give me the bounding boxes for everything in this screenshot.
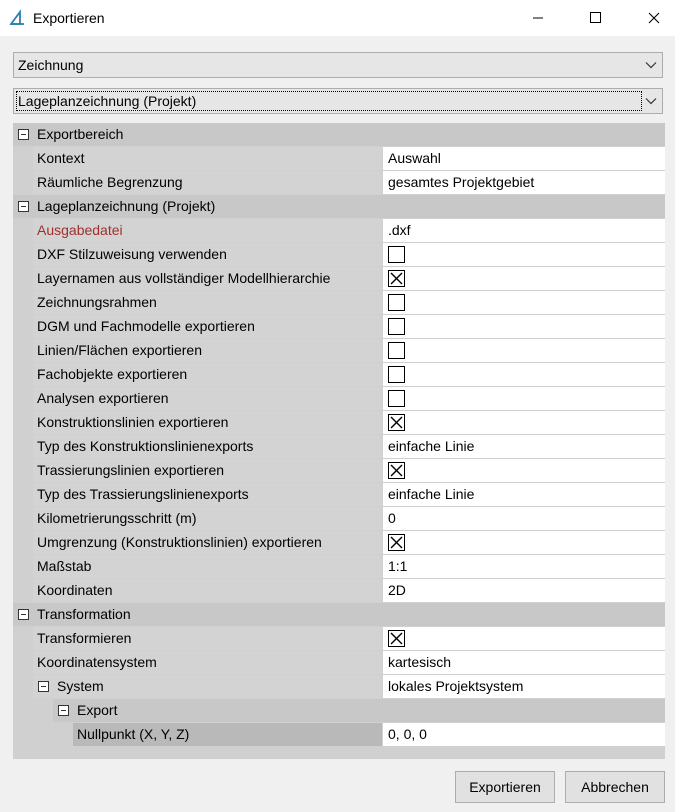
export-type-value: Zeichnung	[18, 57, 84, 73]
property-name: Zeichnungsrahmen	[37, 294, 157, 310]
property-name: Kilometrierungsschritt (m)	[37, 510, 197, 526]
title-bar	[0, 0, 675, 36]
property-name-cell	[33, 627, 382, 650]
minimize-button[interactable]	[515, 0, 561, 36]
maximize-icon	[590, 12, 602, 24]
property-name-cell	[33, 171, 382, 194]
indent-gutter	[13, 675, 33, 699]
property-value-cell[interactable]	[383, 579, 665, 602]
property-name: DGM und Fachmodelle exportieren	[37, 318, 255, 334]
property-grid	[13, 123, 665, 759]
property-name-cell	[33, 147, 382, 170]
property-row[interactable]	[13, 243, 665, 267]
checkbox-checked[interactable]	[388, 630, 405, 647]
exportbereich-label: Exportbereich	[37, 126, 124, 142]
property-value: 0	[388, 510, 396, 526]
collapse-icon[interactable]	[18, 129, 29, 140]
check-x-icon	[390, 632, 403, 645]
indent-gutter	[13, 579, 33, 603]
property-value-cell[interactable]	[383, 387, 665, 410]
property-name: Räumliche Begrenzung	[37, 174, 183, 190]
property-value: .dxf	[388, 222, 411, 238]
indent-gutter	[13, 267, 33, 291]
drawing-select[interactable]	[13, 88, 663, 114]
property-value: 2D	[388, 582, 406, 598]
property-row[interactable]	[13, 507, 665, 531]
property-row[interactable]	[13, 531, 665, 555]
property-name-cell	[33, 651, 382, 674]
chevron-down-icon	[644, 58, 658, 72]
property-row[interactable]	[13, 459, 665, 483]
property-name-cell	[33, 531, 382, 554]
property-name-cell	[33, 507, 382, 530]
export-header	[53, 699, 665, 722]
property-row[interactable]	[13, 411, 665, 435]
check-x-icon	[390, 464, 403, 477]
check-x-icon	[390, 536, 403, 549]
indent-gutter	[13, 171, 33, 195]
indent-gutter	[13, 651, 33, 675]
maximize-button[interactable]	[573, 0, 619, 36]
property-name-cell	[33, 411, 382, 434]
app-icon	[8, 9, 26, 27]
property-row[interactable]	[13, 267, 665, 291]
indent-gutter	[13, 411, 33, 435]
property-name: Ausgabedatei	[37, 222, 123, 238]
property-row[interactable]	[13, 291, 665, 315]
property-value-cell[interactable]	[383, 507, 665, 530]
property-name: Fachobjekte exportieren	[37, 366, 188, 382]
checkbox-unchecked[interactable]	[388, 318, 405, 335]
property-value-cell[interactable]	[383, 339, 665, 362]
property-value-cell[interactable]	[383, 219, 665, 242]
system-name-cell	[33, 675, 382, 698]
checkbox-checked[interactable]	[388, 462, 405, 479]
checkbox-unchecked[interactable]	[388, 342, 405, 359]
property-row[interactable]	[13, 339, 665, 363]
transformation-label: Transformation	[37, 606, 131, 622]
indent-gutter	[13, 627, 33, 651]
exportbereich-header	[13, 123, 665, 146]
property-value-cell[interactable]	[383, 483, 665, 506]
property-row[interactable]	[13, 219, 665, 243]
property-value-cell[interactable]	[383, 411, 665, 434]
export-button[interactable]: Exportieren	[455, 771, 555, 803]
property-value: 0, 0, 0	[388, 726, 427, 742]
indent-gutter	[13, 243, 33, 267]
close-button[interactable]	[631, 0, 675, 36]
property-name: Linien/Flächen exportieren	[37, 342, 202, 358]
property-value: gesamtes Projektgebiet	[388, 174, 535, 190]
property-value-cell[interactable]	[383, 315, 665, 338]
property-name: Typ des Konstruktionslinienexports	[37, 438, 254, 454]
lageplan-label: Lageplanzeichnung (Projekt)	[37, 198, 216, 214]
indent-gutter	[13, 459, 33, 483]
system-value-cell[interactable]	[383, 675, 665, 698]
system-value: lokales Projektsystem	[388, 678, 524, 694]
property-value-cell[interactable]	[383, 723, 665, 746]
system-row[interactable]	[13, 675, 665, 699]
property-name: Koordinatensystem	[37, 654, 157, 670]
indent-gutter	[13, 363, 33, 387]
property-name: Nullpunkt (X, Y, Z)	[77, 726, 190, 742]
drawing-value: Lageplanzeichnung (Projekt)	[18, 93, 197, 109]
export-type-select[interactable]	[13, 52, 663, 78]
transformation-category	[13, 603, 665, 627]
property-value-cell[interactable]	[383, 267, 665, 290]
property-name-cell	[33, 243, 382, 266]
property-row[interactable]	[13, 651, 665, 675]
indent-gutter	[13, 555, 33, 579]
lageplan-category	[13, 195, 665, 219]
property-name-cell	[33, 219, 382, 242]
property-value-cell[interactable]	[383, 627, 665, 650]
property-value-cell[interactable]	[383, 531, 665, 554]
property-row[interactable]	[13, 387, 665, 411]
property-name: Koordinaten	[37, 582, 113, 598]
property-name: Umgrenzung (Konstruktionslinien) exportieren	[37, 534, 322, 550]
property-name-cell	[33, 339, 382, 362]
property-name: Kontext	[37, 150, 85, 166]
property-name-cell	[33, 435, 382, 458]
property-row[interactable]	[13, 555, 665, 579]
indent-gutter	[13, 483, 33, 507]
property-value: einfache Linie	[388, 438, 475, 454]
collapse-icon[interactable]	[38, 681, 49, 692]
property-value: 1:1	[388, 558, 408, 574]
property-name-cell	[33, 363, 382, 386]
checkbox-unchecked[interactable]	[388, 294, 405, 311]
property-name: Maßstab	[37, 558, 92, 574]
system-label: System	[57, 678, 104, 694]
minimize-icon	[532, 12, 544, 24]
check-x-icon	[390, 416, 403, 429]
property-value-cell[interactable]	[383, 459, 665, 482]
property-value-cell[interactable]	[383, 555, 665, 578]
property-row[interactable]	[13, 483, 665, 507]
close-icon	[648, 12, 660, 24]
property-value: kartesisch	[388, 654, 452, 670]
indent-gutter	[13, 339, 33, 363]
property-name: Analysen exportieren	[37, 390, 169, 406]
indent-gutter	[13, 531, 33, 555]
property-name-cell	[33, 483, 382, 506]
property-value: Auswahl	[388, 150, 441, 166]
property-name-cell	[73, 723, 382, 746]
property-value-cell[interactable]	[383, 435, 665, 458]
property-name-cell	[33, 315, 382, 338]
property-value-cell[interactable]	[383, 171, 665, 194]
chevron-down-icon	[644, 94, 658, 108]
property-value-cell[interactable]	[383, 363, 665, 386]
property-row[interactable]	[13, 147, 665, 171]
property-name: Trassierungslinien exportieren	[37, 462, 225, 478]
checkbox-checked[interactable]	[388, 270, 405, 287]
indent-gutter	[13, 435, 33, 459]
property-name: Konstruktionslinien exportieren	[37, 414, 229, 430]
property-row[interactable]	[13, 579, 665, 603]
property-name: Transformieren	[37, 630, 132, 646]
property-name: DXF Stilzuweisung verwenden	[37, 246, 227, 262]
indent-gutter	[13, 723, 73, 747]
property-name-cell	[33, 579, 382, 602]
property-name-cell	[33, 291, 382, 314]
checkbox-checked[interactable]	[388, 414, 405, 431]
collapse-icon[interactable]	[18, 201, 29, 212]
property-name-cell	[33, 459, 382, 482]
indent-gutter	[13, 315, 33, 339]
property-row[interactable]	[13, 363, 665, 387]
indent-gutter	[13, 147, 33, 171]
cancel-button[interactable]: Abbrechen	[565, 771, 665, 803]
checkbox-unchecked[interactable]	[388, 390, 405, 407]
property-name-cell	[33, 267, 382, 290]
indent-gutter	[13, 699, 53, 723]
property-value-cell[interactable]	[383, 651, 665, 674]
property-name-cell	[33, 555, 382, 578]
export-category	[13, 699, 665, 723]
property-row[interactable]	[13, 315, 665, 339]
collapse-icon[interactable]	[58, 705, 69, 716]
window-title: Exportieren	[33, 10, 105, 26]
indent-gutter	[13, 387, 33, 411]
checkbox-unchecked[interactable]	[388, 366, 405, 383]
indent-gutter	[13, 291, 33, 315]
check-x-icon	[390, 272, 403, 285]
property-row[interactable]	[13, 171, 665, 195]
property-name: Typ des Trassierungslinienexports	[37, 486, 249, 502]
property-row[interactable]	[13, 435, 665, 459]
property-value-cell[interactable]	[383, 291, 665, 314]
checkbox-checked[interactable]	[388, 534, 405, 551]
property-value-cell[interactable]	[383, 243, 665, 266]
checkbox-unchecked[interactable]	[388, 246, 405, 263]
nullpunkt-row[interactable]	[13, 723, 665, 747]
exportbereich-category	[13, 123, 665, 147]
property-value: einfache Linie	[388, 486, 475, 502]
indent-gutter	[13, 507, 33, 531]
transformation-header	[13, 603, 665, 626]
lageplan-header	[13, 195, 665, 218]
property-row[interactable]	[13, 627, 665, 651]
property-name: Layernamen aus vollständiger Modellhierarchie	[37, 270, 331, 286]
collapse-icon[interactable]	[18, 609, 29, 620]
property-value-cell[interactable]	[383, 147, 665, 170]
export-label: Export	[77, 702, 118, 718]
indent-gutter	[13, 219, 33, 243]
property-name-cell	[33, 387, 382, 410]
